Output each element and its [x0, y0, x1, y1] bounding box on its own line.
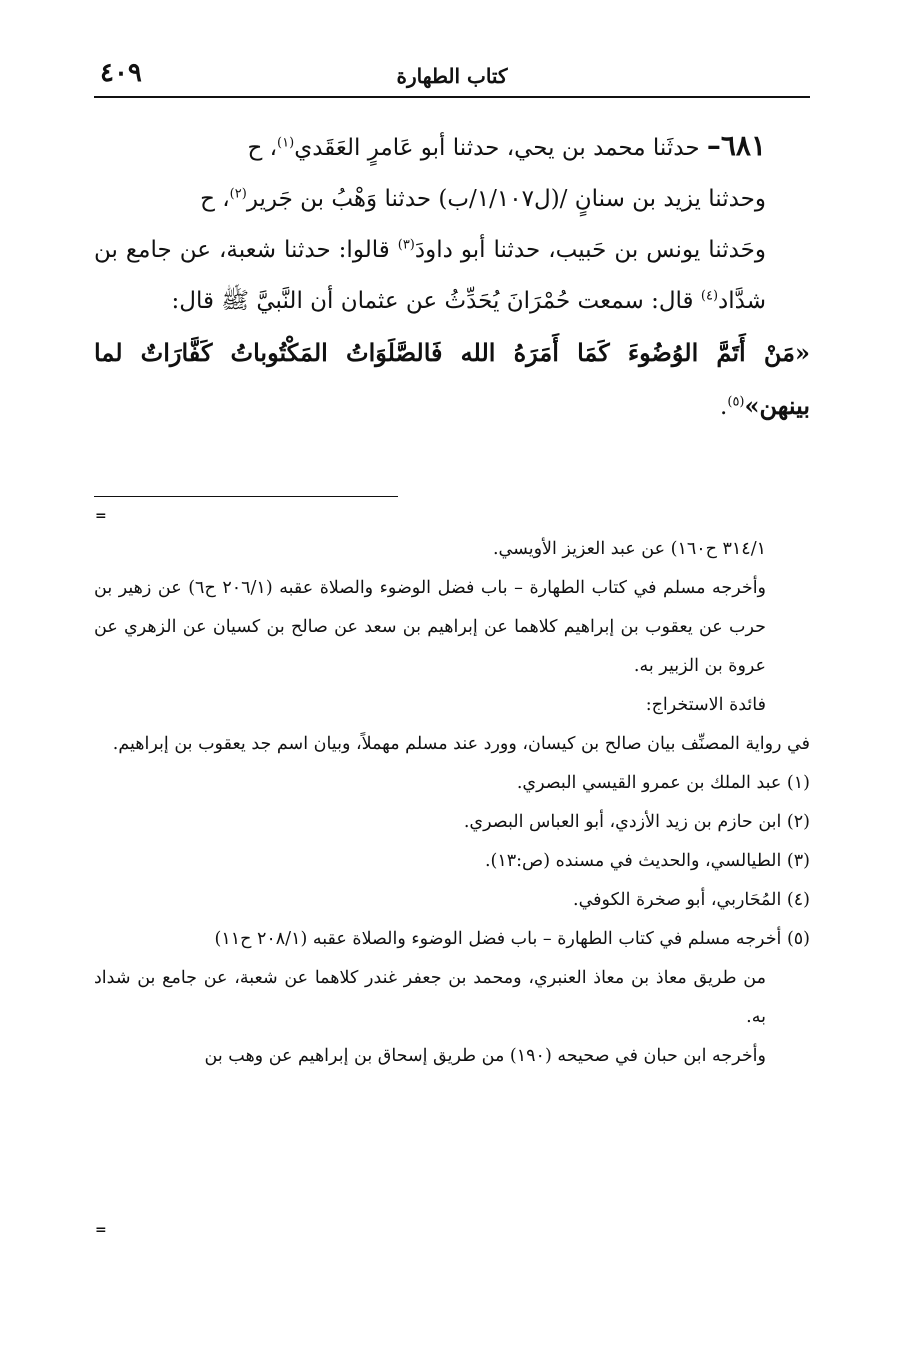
isnad-line-1	[94, 120, 810, 174]
footnote-carry-1: ٣١٤/١ ح١٦٠) عن عبد العزيز الأويسي.	[492, 539, 766, 559]
matn-paragraph	[94, 327, 810, 433]
isnad-line-3	[94, 225, 810, 327]
continuation-mark-bottom: =	[95, 1222, 107, 1238]
main-text	[94, 120, 810, 433]
hadith-number: ٦٨١–	[706, 129, 766, 162]
matn-text: «مَنْ أَتَمَّ الوُضُوءَ كَمَا أَمَرَهُ الله فَالصَّلَوَاتُ المَكْتُوباتُ كَفَّارَاتٌ لما بينهن»	[94, 338, 810, 420]
footnote-last-para: وأخرجه ابن حبان في صحيحه (١٩٠) من طريق إسحاق بن إبراهيم عن وهب بن	[204, 1046, 766, 1066]
footnote-3: (٣) الطيالسي، والحديث في مسنده (ص:١٣).	[484, 851, 810, 871]
footnote-ref-5[interactable]: (٥)	[727, 394, 745, 410]
page-number: ٤٠٩	[100, 58, 142, 88]
isnad-text-1: حدثَنا محمد بن يحي، حدثنا أبو عَامرٍ العَقَدي	[294, 135, 707, 161]
faida-text: في رواية المصنِّف بيان صالح بن كيسان، وورد عند مسلم مهملاً، وبيان اسم جد يعقوب بن إبراهيم.	[112, 734, 810, 754]
isnad-line-2	[94, 174, 810, 225]
footnotes	[94, 530, 810, 1076]
footnote-carry-2: وأخرجه مسلم في كتاب الطهارة – باب فضل الوضوء والصلاة عقبه (٢٠٦/١ ح٦) عن زهير بن حرب عن يعقوب بن إبراهيم كلاهما عن إبراهيم بن سعد عن صالح بن كسيان عن الزهري عن عروة بن الزبير به.	[94, 578, 767, 676]
footnote-ref-1[interactable]: (١)	[277, 135, 295, 151]
isnad-end-1: ، ح	[247, 135, 278, 161]
faida-title: فائدة الاستخراج:	[645, 695, 766, 715]
footnote-4: (٤) المُحَاربي، أبو صخرة الكوفي.	[573, 890, 810, 910]
footnote-ref-2[interactable]: (٢)	[229, 186, 247, 202]
matn-end: .	[720, 394, 728, 420]
isnad-end-3: قالوا: حدثنا شعبة، عن جامع بن شدَّاد	[94, 237, 766, 314]
isnad-end-2: ، ح	[200, 186, 230, 212]
isnad-end-3b: قال: سمعت حُمْرَانَ يُحَدِّثُ عن عثمان أن النَّبيَّ ﷺ قال:	[171, 288, 701, 314]
running-title: كتاب الطهارة	[396, 64, 508, 88]
footnote-5: (٥) أخرجه مسلم في كتاب الطهارة – باب فضل الوضوء والصلاة عقبه (٢٠٨/١ ح١١)	[214, 929, 810, 949]
page-header	[94, 52, 810, 98]
continuation-mark-top: =	[95, 508, 107, 524]
footnote-ref-4[interactable]: (٤)	[700, 288, 719, 304]
isnad-text-2: وحدثنا يزيد بن سنانٍ /(ل١/١٠٧/ب) حدثنا وَهْبُ بن جَرير	[246, 186, 766, 212]
footnote-ref-3[interactable]: (٣)	[397, 237, 415, 253]
isnad-text-3: وحَدثنا يونس بن حَبيب، حدثنا أبو داودَ	[414, 237, 767, 263]
footnote-2: (٢) ابن حازم بن زيد الأزدي، أبو العباس البصري.	[463, 812, 810, 832]
footnote-separator	[94, 496, 398, 497]
footnote-5-cont: من طريق معاذ بن معاذ العنبري، ومحمد بن جعفر غندر كلاهما عن شعبة، عن جامع بن شداد به.	[94, 968, 766, 1027]
footnote-1: (١) عبد الملك بن عمرو القيسي البصري.	[516, 773, 810, 793]
page	[94, 52, 810, 433]
